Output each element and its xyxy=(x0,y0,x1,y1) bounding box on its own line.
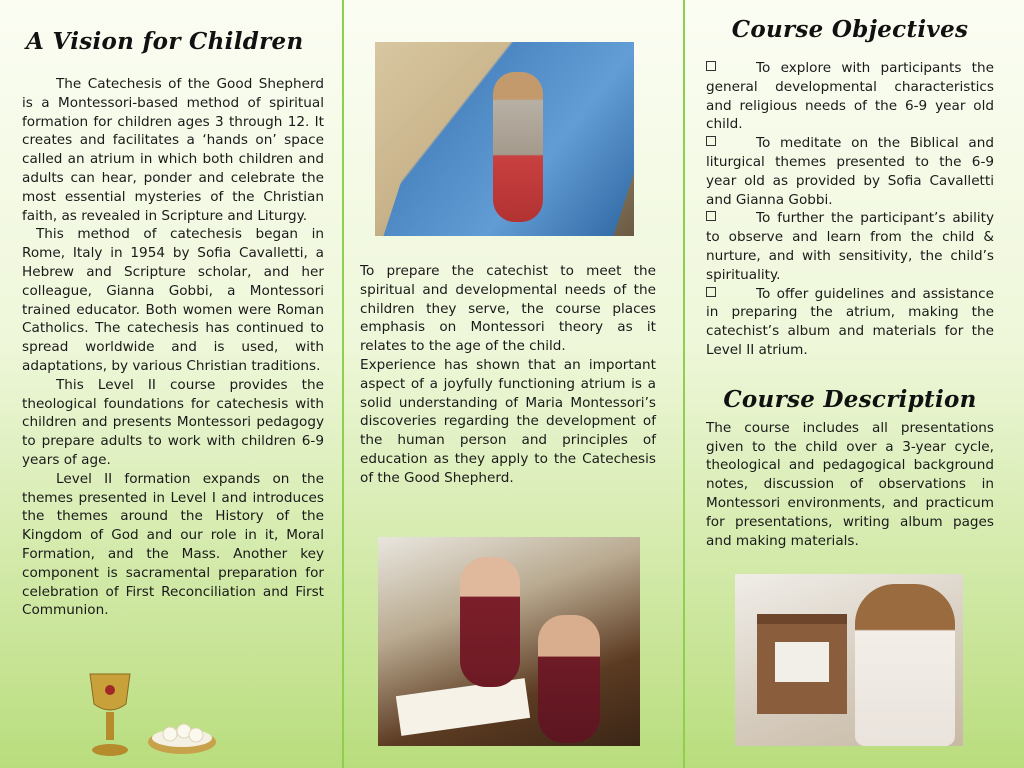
column-divider-left xyxy=(342,0,344,768)
bullet-box-icon xyxy=(706,136,716,146)
vision-paragraph-4: Level II formation expands on the themes presented in Level I and introduces the themes around the History of the Kingdom of God and our role in it, Moral Formation, and the Mass. Another key component is sacramental preparation for celebration of First Reconciliation and First Communion. xyxy=(22,470,324,619)
objectives-title: Course Objectives xyxy=(731,16,969,43)
bullet-box-icon xyxy=(706,211,716,221)
girl-with-model-church-photo xyxy=(735,574,963,746)
vision-title: A Vision for Children xyxy=(26,28,304,55)
vision-paragraph-2: This method of catechesis began in Rome, Italy in 1954 by Sofia Cavalletti, a Hebrew and Scripture scholar, and her colleague, Gianna Gobbi, a Montessori trained educator. Both women were Roman Catholics. The catechesis has continued to spread worldwide and is used, with adaptations, by various Christian traditions. xyxy=(22,226,324,374)
vision-column xyxy=(22,18,324,620)
boys-with-chalice-photo xyxy=(378,537,640,746)
objective-item: To offer guidelines and assistance in preparing the atrium, making the catechist’s album and materials for the Level II atrium. xyxy=(706,285,994,358)
bullet-box-icon xyxy=(706,61,716,71)
column-divider-right xyxy=(683,0,685,768)
vision-paragraph-3: This Level II course provides the theological foundations for catechesis with children and presents Montessori pedagogy to prepare adults to work with children 6-9 years of age. xyxy=(22,376,324,468)
emphasis-paragraph-1: To prepare the catechist to meet the spiritual and developmental needs of the children they serve, the course places emphasis on Montessori theory as it relates to the age of the child. xyxy=(360,263,656,355)
description-paragraph: The course includes all presentations given to the child over a 3-year cycle, theological and pedagogical background notes, discussion of observations in Montessori environments, and practicum for presentations, writing album pages and making materials. xyxy=(706,419,994,549)
objective-item: To further the participant’s ability to observe and learn from the child & nurture, and with sensitivity, the child’s spirituality. xyxy=(706,210,994,283)
course-info-column xyxy=(706,14,994,550)
chalice-and-hosts-icon xyxy=(84,668,224,760)
objective-item: To meditate on the Biblical and liturgical themes presented to the 6-9 year old as provided by Sofia Cavalletti and Gianna Gobbi. xyxy=(706,135,994,208)
vision-paragraph-1: The Catechesis of the Good Shepherd is a Montessori-based method of spiritual formation for children ages 3 through 12. It creates and facilitates a ‘hands on’ space called an atrium in which both children and adults can hear, ponder and celebrate the most essential mysteries of the Christian faith, as revealed in Scripture and Liturgy. xyxy=(22,76,324,224)
bullet-box-icon xyxy=(706,287,716,297)
objective-item: To explore with participants the general developmental characteristics and religious needs of the 6-9 year old child. xyxy=(706,60,994,133)
emphasis-paragraph-2: Experience has shown that an important aspect of a joyfully functioning atrium is a solid understanding of Maria Montessori’s discoveries regarding the development of the human person and principles of education as they apply to the Catechesis of the Good Shepherd. xyxy=(360,356,656,486)
girl-at-atrium-photo xyxy=(375,42,634,236)
description-title: Course Description xyxy=(723,385,977,413)
course-emphasis-column xyxy=(360,262,656,488)
